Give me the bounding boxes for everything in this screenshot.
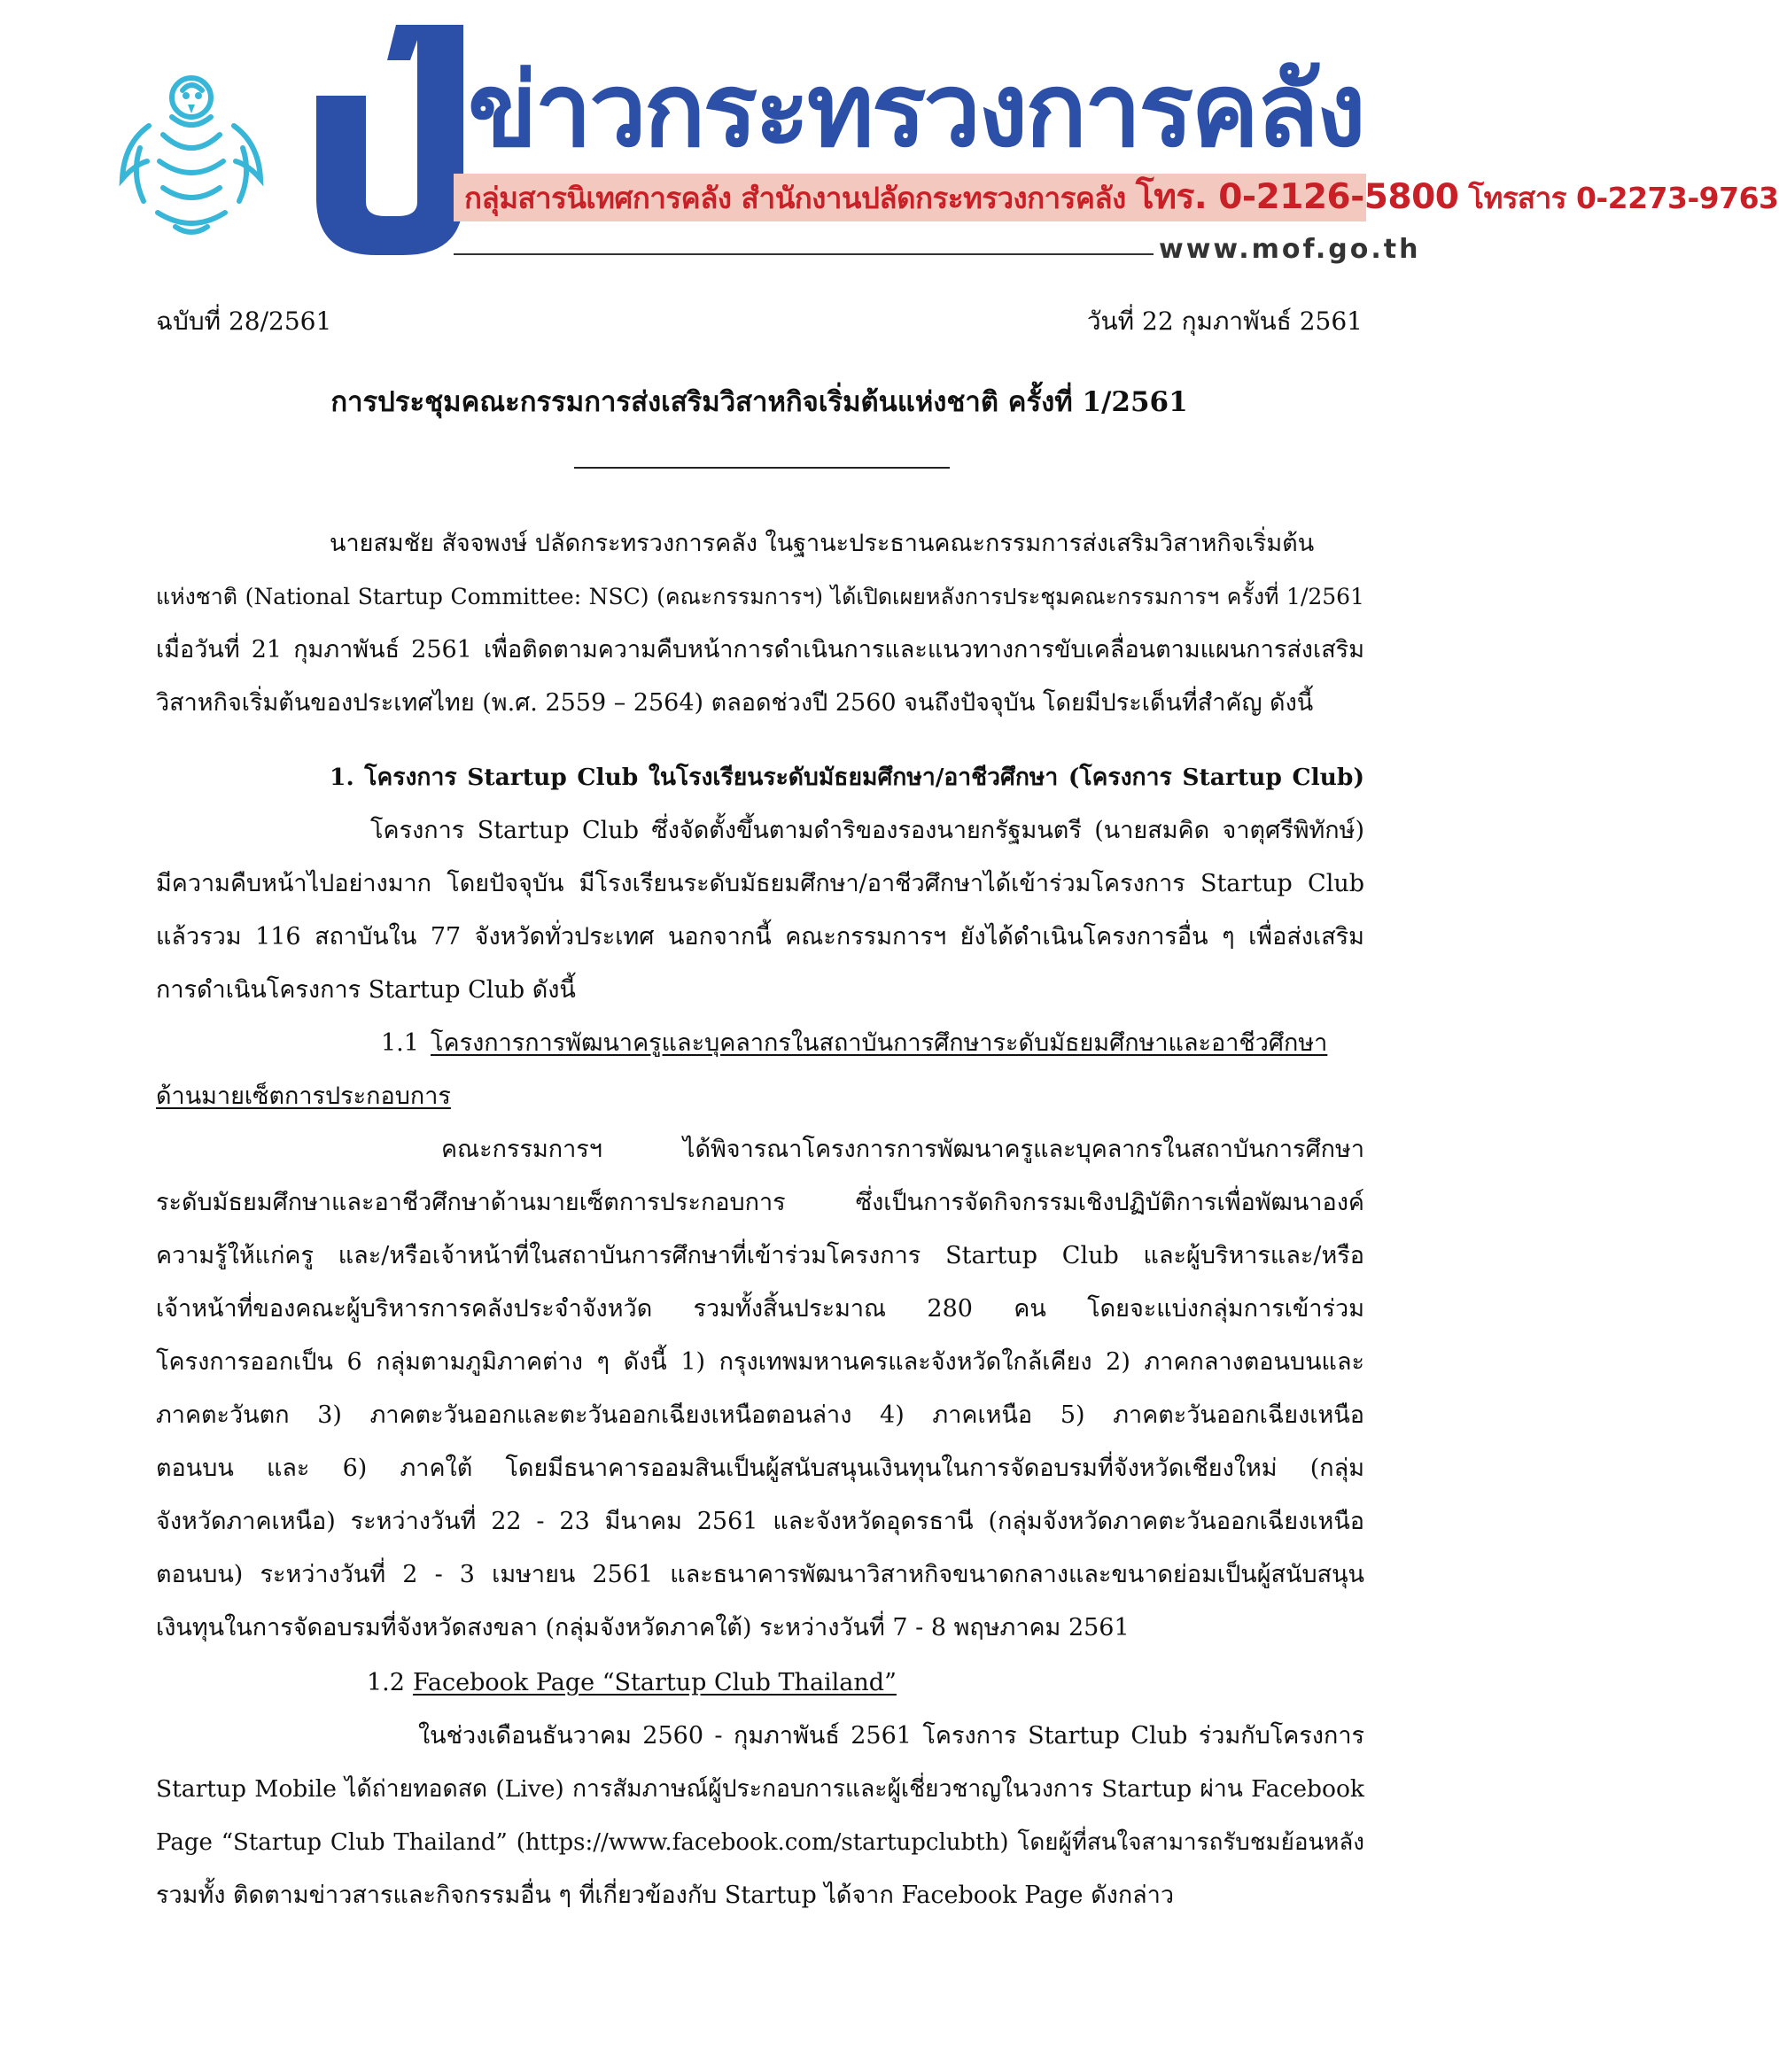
paragraph-line: คณะกรรมการฯ ได้พิจารณาโครงการการพัฒนาครูและบุคลากรในสถาบันการศึกษา — [441, 1136, 1364, 1163]
paragraph-line: รวมทั้ง ติดตามข่าวสารและกิจกรรมอื่น ๆ ที่เกี่ยวข้องกับ Startup ได้จาก Facebook Page ดังกล่าว — [156, 1882, 1175, 1909]
office-fax: โทรสาร 0-2273-9763 — [1468, 181, 1779, 215]
paragraph-line: เมื่อวันที่ 21 กุมภาพันธ์ 2561 เพื่อติดตามความคืบหน้าการดำเนินการและแนวทางการขับเคลื่อนตามแผนการส่งเสริม — [156, 636, 1364, 664]
paragraph-line: วิสาหกิจเริ่มต้นของประเทศไทย (พ.ศ. 2559 – 2564) ตลอดช่วงปี 2560 จนถึงปัจจุบัน โดยมีประเด็นที่สำคัญ ดังนี้ — [156, 689, 1314, 717]
masthead — [0, 0, 1779, 283]
paragraph-line: จังหวัดภาคเหนือ) ระหว่างวันที่ 22 - 23 มีนาคม 2561 และจังหวัดอุดรธานี (กลุ่มจังหวัดภาคตะวันออกเฉียงเหนือ — [156, 1508, 1364, 1535]
subsection-number: 1.1 — [381, 1029, 419, 1057]
page-title: การประชุมคณะกรรมการส่งเสริมวิสาหกิจเริ่มต้นแห่งชาติ ครั้งที่ 1/2561 — [330, 386, 1188, 418]
paragraph-line: การดำเนินโครงการ Startup Club ดังนี้ — [156, 976, 576, 1004]
paragraph-line: นายสมชัย สัจจพงษ์ ปลัดกระทรวงการคลัง ในฐานะประธานคณะกรรมการส่งเสริมวิสาหกิจเริ่มต้น — [330, 530, 1315, 557]
subsection-heading: Facebook Page “Startup Club Thailand” — [413, 1669, 897, 1696]
website-link[interactable]: www.mof.go.th — [1159, 234, 1421, 265]
office-name: กลุ่มสารนิเทศการคลัง สำนักงานปลัดกระทรวงการคลัง — [464, 181, 1126, 215]
paragraph-line: เงินทุนในการจัดอบรมที่จังหวัดสงขลา (กลุ่มจังหวัดภาคใต้) ระหว่างวันที่ 7 - 8 พฤษภาคม 2561 — [156, 1614, 1130, 1641]
paragraph-line: ภาคตะวันตก 3) ภาคตะวันออกและตะวันออกเฉียงเหนือตอนล่าง 4) ภาคเหนือ 5) ภาคตะวันออกเฉียงเหนือ — [156, 1401, 1364, 1429]
paragraph-line: Startup Mobile ได้ถ่ายทอดสด (Live) การสัมภาษณ์ผู้ประกอบการและผู้เชี่ยวชาญในวงการ Startup ผ่าน Facebook — [156, 1775, 1364, 1803]
paragraph-line: ในช่วงเดือนธันวาคม 2560 - กุมภาพันธ์ 2561 โครงการ Startup Club ร่วมกับโครงการ — [418, 1722, 1364, 1750]
section-heading: 1. โครงการ Startup Club ในโรงเรียนระดับมัธยมศึกษา/อาชีวศึกษา (โครงการ Startup Club) — [330, 764, 1364, 791]
paragraph-line: ตอนบน) ระหว่างวันที่ 2 - 3 เมษายน 2561 และธนาคารพัฒนาวิสาหกิจขนาดกลางและขนาดย่อมเป็นผู้สนับสนุน — [156, 1561, 1364, 1588]
paragraph-line: Page “Startup Club Thailand” (https://www.facebook.com/startupclubth) โดยผู้ที่สนใจสามารถรับชมย้อนหลัง — [156, 1829, 1364, 1856]
paragraph-line: ตอนบน และ 6) ภาคใต้ โดยมีธนาคารออมสินเป็นผู้สนับสนุนเงินทุนในการจัดอบรมที่จังหวัดเชียงใหม่ (กลุ่ม — [156, 1455, 1364, 1482]
issue-date: วันที่ 22 กุมภาพันธ์ 2561 — [1086, 307, 1363, 336]
paragraph-line: ระดับมัธยมศึกษาและอาชีวศึกษาด้านมายเซ็ตการประกอบการ ซึ่งเป็นการจัดกิจกรรมเชิงปฏิบัติการเพื่อพัฒนาองค์ — [156, 1189, 1364, 1216]
masthead-divider — [454, 253, 1154, 255]
paragraph-line: ความรู้ให้แก่ครู และ/หรือเจ้าหน้าที่ในสถาบันการศึกษาที่เข้าร่วมโครงการ Startup Club และผู้บริหารและ/หรือ — [156, 1242, 1364, 1269]
paragraph-line: แล้วรวม 116 สถาบันใน 77 จังหวัดทั่วประเทศ นอกจากนี้ คณะกรรมการฯ ยังได้ดำเนินโครงการอื่น ๆ เพื่อส่งเสริม — [156, 923, 1364, 951]
paragraph-line: เจ้าหน้าที่ของคณะผู้บริหารการคลังประจำจังหวัด รวมทั้งสิ้นประมาณ 280 คน โดยจะแบ่งกลุ่มการเข้าร่วม — [156, 1295, 1364, 1323]
masthead-subtitle — [464, 177, 1779, 218]
subsection-heading: โครงการการพัฒนาครูและบุคลากรในสถาบันการศึกษาระดับมัธยมศึกษาและอาชีวศึกษา — [431, 1029, 1328, 1057]
brand-glyph-icon — [315, 25, 465, 257]
subsection-heading: ด้านมายเซ็ตการประกอบการ — [156, 1083, 451, 1110]
paragraph-line: โครงการออกเป็น 6 กลุ่มตามภูมิภาคต่าง ๆ ดังนี้ 1) กรุงเทพมหานครและจังหวัดใกล้เคียง 2) ภาคกลางตอนบนและ — [156, 1348, 1364, 1376]
paragraph-line: แห่งชาติ (National Startup Committee: NSC) (คณะกรรมการฯ) ได้เปิดเผยหลังการประชุมคณะกรรมการฯ ครั้งที่ 1/2561 — [156, 584, 1364, 609]
office-phone: โทร. 0-2126-5800 — [1135, 177, 1459, 217]
paragraph-line: โครงการ Startup Club ซึ่งจัดตั้งขึ้นตามดำริของรองนายกรัฐมนตรี (นายสมคิด จาตุศรีพิทักษ์) — [370, 817, 1364, 844]
title-divider — [574, 467, 950, 469]
issue-number: ฉบับที่ 28/2561 — [156, 307, 332, 336]
paragraph-line: มีความคืบหน้าไปอย่างมาก โดยปัจจุบัน มีโรงเรียนระดับมัธยมศึกษา/อาชีวศึกษาได้เข้าร่วมโครงการ Startup Club — [156, 870, 1364, 897]
garuda-emblem-icon — [113, 64, 269, 241]
subsection-number: 1.2 — [367, 1669, 405, 1696]
masthead-title: ข่าวกระทรวงการคลัง — [468, 51, 1363, 170]
